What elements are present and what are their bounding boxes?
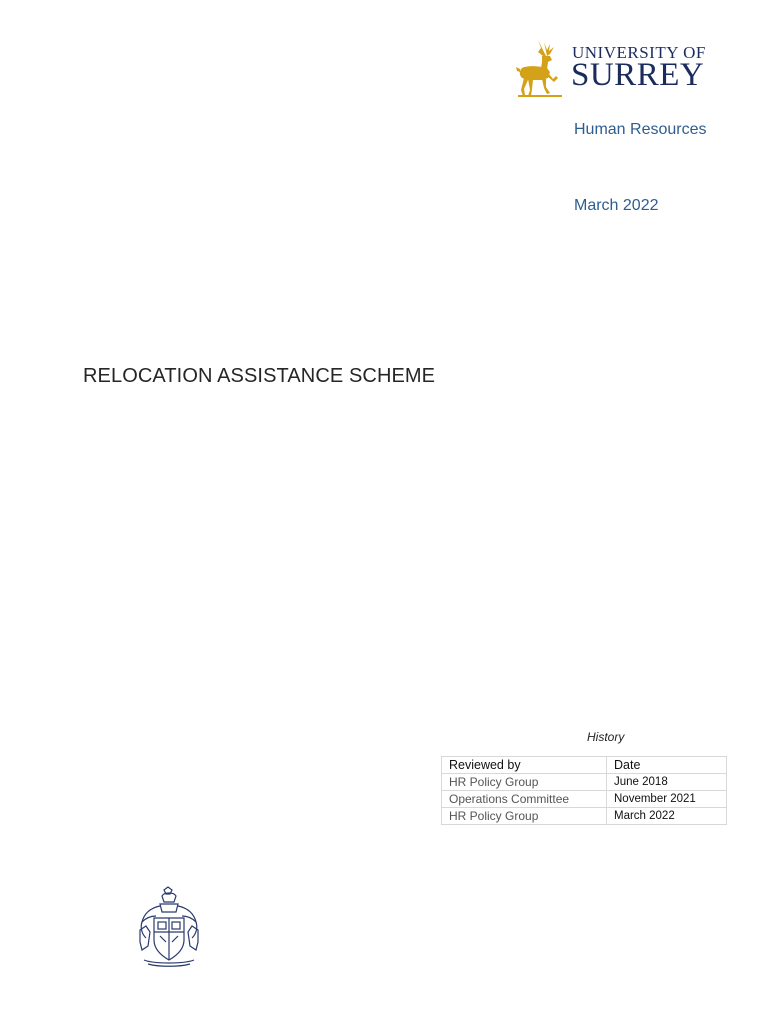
coat-of-arms-icon: [134, 886, 204, 973]
reviewed-by-cell: Operations Committee: [442, 791, 607, 808]
document-date: March 2022: [574, 197, 659, 214]
reviewed-by-cell: HR Policy Group: [442, 808, 607, 825]
table-row: [442, 774, 727, 791]
table-row: [442, 791, 727, 808]
department-name: Human Resources: [574, 121, 707, 138]
header-reviewed-by: Reviewed by: [442, 757, 607, 774]
document-title: RELOCATION ASSISTANCE SCHEME: [83, 365, 436, 387]
history-caption: History: [587, 730, 625, 744]
date-cell: June 2018: [607, 774, 727, 791]
logo-line-surrey: SURREY: [571, 57, 705, 93]
history-table: [441, 756, 727, 825]
date-cell: March 2022: [607, 808, 727, 825]
reviewed-by-cell: HR Policy Group: [442, 774, 607, 791]
stag-icon: [514, 38, 570, 98]
history-header-row: [442, 757, 727, 774]
logo-line-university: UNIVERSITY OF: [572, 43, 706, 62]
date-cell: November 2021: [607, 791, 727, 808]
university-logo: [514, 38, 724, 98]
header-date: Date: [607, 757, 727, 774]
table-row: [442, 808, 727, 825]
